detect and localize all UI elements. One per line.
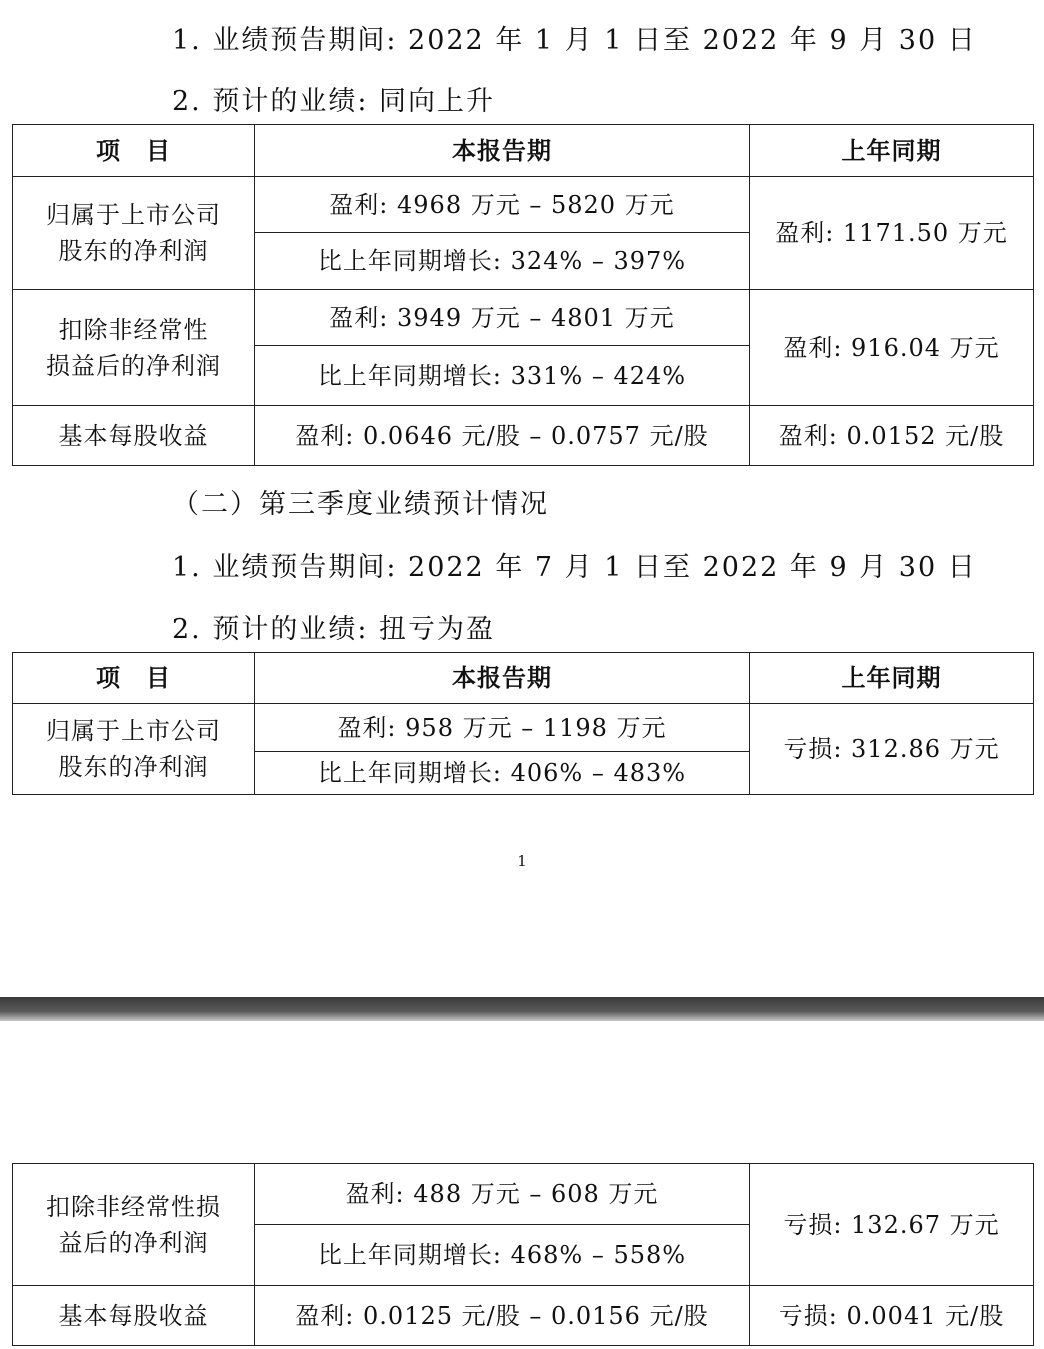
eps-range: 盈利: 0.0125 元/股 – 0.0156 元/股 bbox=[255, 1286, 750, 1346]
table-row bbox=[13, 290, 1034, 346]
table-ytd-forecast bbox=[12, 124, 1034, 466]
deducted-profit-range: 盈利: 3949 万元 – 4801 万元 bbox=[255, 290, 750, 346]
row-label-line: 损益后的净利润 bbox=[46, 351, 221, 380]
row-label-line: 益后的净利润 bbox=[58, 1228, 209, 1257]
table-row bbox=[13, 1286, 1034, 1346]
net-profit-range: 盈利: 4968 万元 – 5820 万元 bbox=[255, 177, 750, 233]
table-q3-forecast-continued bbox=[12, 1163, 1034, 1346]
net-profit-prior: 盈利: 1171.50 万元 bbox=[750, 177, 1034, 290]
table-row bbox=[13, 406, 1034, 466]
header-prior-period: 上年同期 bbox=[750, 653, 1034, 704]
row-label-deducted-profit bbox=[13, 1164, 255, 1286]
row-label-deducted-profit bbox=[13, 290, 255, 406]
row-label-line: 股东的净利润 bbox=[58, 753, 209, 781]
row-label-eps: 基本每股收益 bbox=[13, 406, 255, 466]
table-row bbox=[13, 704, 1034, 752]
row-label-net-profit bbox=[13, 704, 255, 795]
page-number: 1 bbox=[517, 852, 527, 870]
header-item: 项 目 bbox=[13, 653, 255, 704]
net-profit-growth: 比上年同期增长: 324% – 397% bbox=[255, 233, 750, 290]
row-label-line: 股东的净利润 bbox=[58, 237, 209, 265]
header-prior-period: 上年同期 bbox=[750, 125, 1034, 177]
eps-prior: 亏损: 0.0041 元/股 bbox=[750, 1286, 1034, 1346]
header-current-period: 本报告期 bbox=[255, 653, 750, 704]
row-label-line: 归属于上市公司 bbox=[46, 717, 221, 745]
table-row bbox=[13, 177, 1034, 233]
deducted-profit-prior: 亏损: 132.67 万元 bbox=[750, 1164, 1034, 1286]
eps-prior: 盈利: 0.0152 元/股 bbox=[750, 406, 1034, 466]
net-profit-range: 盈利: 958 万元 – 1198 万元 bbox=[255, 704, 750, 752]
row-label-net-profit bbox=[13, 177, 255, 290]
header-item: 项 目 bbox=[13, 125, 255, 177]
deducted-profit-range: 盈利: 488 万元 – 608 万元 bbox=[255, 1164, 750, 1225]
header-current-period: 本报告期 bbox=[255, 125, 750, 177]
row-label-line: 扣除非经常性损 bbox=[46, 1192, 221, 1221]
table-header-row bbox=[13, 653, 1034, 704]
deducted-profit-growth: 比上年同期增长: 468% – 558% bbox=[255, 1225, 750, 1286]
forecast-line-1: 2. 预计的业绩: 同向上升 bbox=[172, 86, 496, 117]
q3-heading: （二）第三季度业绩预计情况 bbox=[172, 489, 549, 520]
row-label-line: 归属于上市公司 bbox=[46, 201, 221, 229]
table-header-row bbox=[13, 125, 1034, 177]
period-line-2: 1. 业绩预告期间: 2022 年 7 月 1 日至 2022 年 9 月 30 日 bbox=[172, 552, 977, 583]
row-label-line: 扣除非经常性 bbox=[58, 315, 209, 344]
forecast-line-2: 2. 预计的业绩: 扭亏为盈 bbox=[172, 614, 496, 645]
period-line-1: 1. 业绩预告期间: 2022 年 1 月 1 日至 2022 年 9 月 30 日 bbox=[172, 25, 977, 56]
net-profit-growth: 比上年同期增长: 406% – 483% bbox=[255, 752, 750, 795]
deducted-profit-prior: 盈利: 916.04 万元 bbox=[750, 290, 1034, 406]
page-separator bbox=[0, 997, 1044, 1021]
table-row bbox=[13, 1164, 1034, 1225]
deducted-profit-growth: 比上年同期增长: 331% – 424% bbox=[255, 346, 750, 406]
eps-range: 盈利: 0.0646 元/股 – 0.0757 元/股 bbox=[255, 406, 750, 466]
row-label-eps: 基本每股收益 bbox=[13, 1286, 255, 1346]
net-profit-prior: 亏损: 312.86 万元 bbox=[750, 704, 1034, 795]
table-q3-forecast bbox=[12, 652, 1034, 795]
